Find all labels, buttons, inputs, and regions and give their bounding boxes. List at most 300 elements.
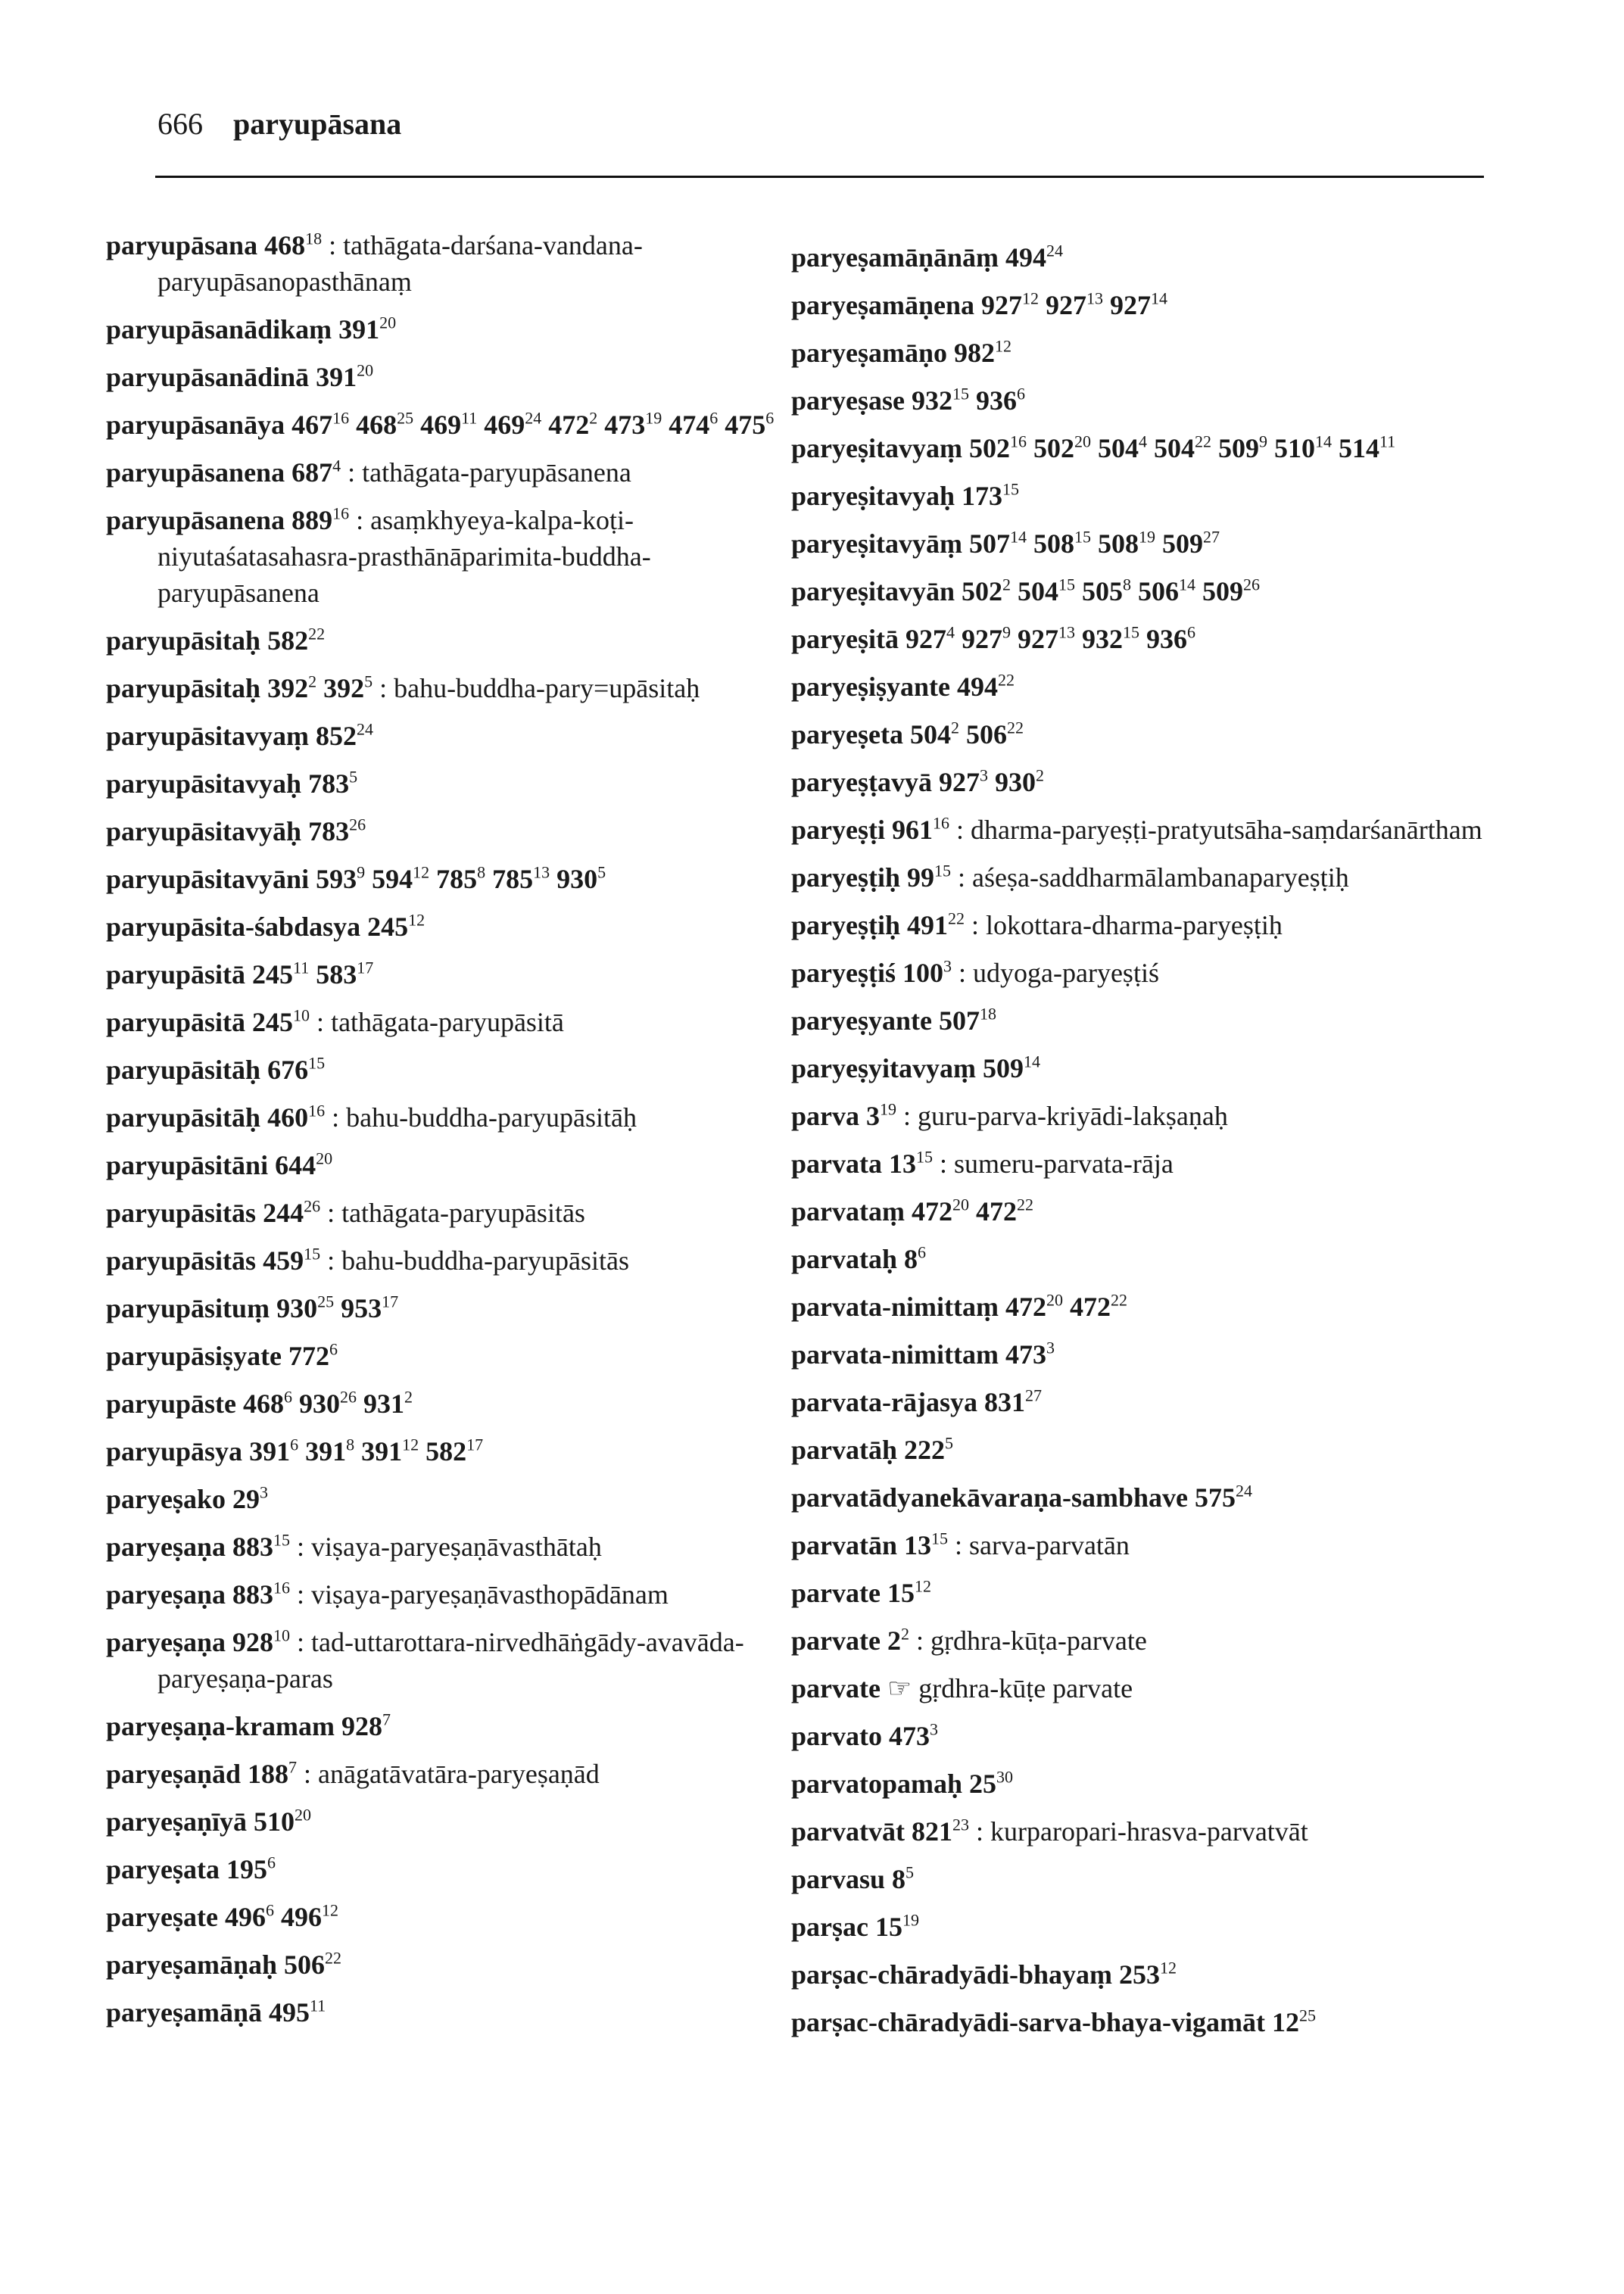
index-entry (106, 359, 810, 395)
page-reference (1218, 433, 1267, 463)
page-number-ref: 222 (904, 1435, 946, 1465)
index-entry (791, 1050, 1495, 1086)
compound-expansion: asaṃkhyeya-kalpa-koṭi-niyutaśatasahasra-prasthānāparimita-buddha-paryupāsanena (157, 505, 651, 608)
page-number-ref: 245 (252, 959, 294, 990)
page-references (984, 1387, 1042, 1417)
headword: paryeṣaṇa (106, 1579, 226, 1610)
page-number-ref: 505 (1082, 576, 1123, 606)
page-reference (316, 864, 365, 894)
page-number-ref: 391 (249, 1436, 291, 1466)
page-number-ref: 392 (323, 673, 365, 703)
page-reference (1046, 290, 1103, 320)
page-reference (308, 816, 366, 846)
page-references (907, 862, 951, 893)
page-reference (269, 1997, 326, 2028)
index-entry (791, 1956, 1495, 1993)
line-number-ref: 11 (293, 958, 310, 977)
page-references (232, 1579, 290, 1610)
headword: parvate (791, 1673, 881, 1703)
page-number-ref: 468 (264, 230, 306, 260)
page-number-ref: 582 (425, 1436, 467, 1466)
page-number-ref: 472 (911, 1196, 952, 1226)
line-number-ref: 20 (316, 1149, 333, 1168)
page-references (254, 1806, 311, 1837)
page-reference (291, 457, 341, 488)
page-number-ref: 928 (232, 1627, 274, 1657)
page-reference (281, 1902, 338, 1932)
headword: paryupāsitās (106, 1245, 257, 1276)
index-entry (106, 1385, 810, 1422)
line-number-ref: 17 (382, 1292, 399, 1311)
page-number-ref: 494 (1005, 242, 1047, 273)
page-references (887, 1578, 931, 1608)
line-number-ref: 24 (1236, 1481, 1253, 1501)
line-number-ref: 15 (273, 1530, 291, 1550)
index-entry (791, 1241, 1495, 1277)
headword: parvata-nimittam (791, 1339, 999, 1370)
index-entry (106, 311, 810, 348)
line-number-ref: 16 (308, 1101, 326, 1121)
page-references (912, 385, 1025, 416)
page-references (269, 1997, 326, 2028)
page-references (1005, 1339, 1055, 1370)
page-reference (969, 433, 1027, 463)
index-entry (106, 1338, 810, 1374)
page-number-ref: 930 (556, 864, 598, 894)
headword: paryeṣamāṇo (791, 338, 947, 368)
compound-expansion: bahu-buddha-paryupāsitās (341, 1245, 629, 1276)
page-reference (912, 1196, 969, 1226)
headword: parvata (791, 1149, 882, 1179)
headword: paryeṣaṇa-kramam (106, 1711, 335, 1741)
page-references (288, 1341, 338, 1371)
index-entry (791, 287, 1495, 323)
page-reference (363, 1389, 413, 1419)
headword: paryeṣiṣyante (791, 672, 950, 702)
page-references (957, 672, 1015, 702)
line-number-ref: 25 (397, 408, 414, 428)
headword: parvataḥ (791, 1244, 898, 1274)
page-reference (1033, 528, 1091, 559)
page-reference (969, 528, 1027, 559)
page-reference (976, 385, 1025, 416)
headword: paryupāsitā (106, 1007, 246, 1037)
index-entry (791, 1622, 1495, 1659)
line-number-ref: 16 (273, 1578, 291, 1597)
page-reference (1272, 2007, 1316, 2037)
headword: paryeṣaṇīyā (106, 1806, 248, 1837)
line-number-ref: 15 (931, 1529, 949, 1548)
separator: : (940, 1149, 948, 1179)
page-number-ref: 931 (363, 1389, 405, 1419)
page-number-ref: 472 (548, 410, 590, 440)
index-entry (106, 1004, 810, 1040)
line-number-ref: 12 (1160, 1958, 1177, 1978)
page-reference (308, 768, 357, 799)
compound-expansion: kurparopari-hrasva-parvatvāt (990, 1816, 1308, 1847)
headword: paryeṣyante (791, 1005, 932, 1036)
left-column (106, 227, 810, 2042)
page-number-ref: 502 (962, 576, 1002, 606)
page-references (939, 767, 1044, 797)
page-references (267, 1102, 325, 1133)
line-number-ref: 2 (900, 1624, 909, 1644)
line-number-ref: 16 (1009, 432, 1027, 451)
page-number-ref: 514 (1338, 433, 1379, 463)
headword: paryupāsya (106, 1436, 243, 1466)
page-reference (305, 1436, 354, 1466)
page-number-ref: 475 (725, 410, 766, 440)
page-number-ref: 495 (269, 1997, 310, 2028)
index-entry (106, 1290, 810, 1326)
line-number-ref: 5 (945, 1433, 954, 1453)
page-reference (252, 959, 309, 990)
line-number-ref: 27 (1024, 1385, 1042, 1405)
page-number-ref: 927 (938, 767, 980, 797)
line-number-ref: 11 (310, 1996, 326, 2015)
page-references (243, 1389, 413, 1419)
page-reference (889, 1149, 933, 1179)
page-references (308, 768, 357, 799)
page-number-ref: 506 (965, 719, 1007, 750)
headword: parvato (791, 1721, 882, 1751)
index-entry (106, 718, 810, 754)
page-number-ref: 473 (1005, 1339, 1046, 1370)
index-entry (106, 813, 810, 849)
line-number-ref: 15 (308, 1053, 326, 1073)
page-reference (1138, 576, 1195, 606)
line-number-ref: 9 (357, 862, 366, 882)
headword: parṣac (791, 1912, 868, 1942)
index-entry (791, 573, 1495, 609)
page-number-ref: 883 (232, 1579, 274, 1610)
page-references (291, 457, 341, 488)
page-reference (887, 1625, 909, 1656)
line-number-ref: 12 (413, 862, 430, 882)
index-entry (791, 1145, 1495, 1182)
separator: : (356, 505, 364, 535)
headword: parvata-nimittaṃ (791, 1292, 999, 1322)
page-reference (248, 1759, 297, 1789)
headword: paryupāsitavyāni (106, 864, 310, 894)
index-entry (791, 621, 1495, 657)
headword: paryeṣaṇād (106, 1759, 242, 1789)
page-number-ref: 506 (284, 1950, 326, 1980)
headword: paryupāsana (106, 230, 258, 260)
line-number-ref: 20 (357, 360, 374, 380)
index-entry (106, 1576, 810, 1613)
page-references (341, 1711, 391, 1741)
index-entry (791, 525, 1495, 562)
index-entry (791, 239, 1495, 276)
page-number-ref: 474 (669, 410, 710, 440)
index-entry (791, 1336, 1495, 1373)
page-references (1195, 1482, 1252, 1513)
compound-expansion: gṛdhra-kūṭe parvate (918, 1673, 1133, 1703)
page-number-ref: 953 (341, 1293, 382, 1323)
line-number-ref: 11 (1379, 432, 1396, 451)
headword: parṣac-chāradyādi-sarva-bhaya-vigamāt (791, 2007, 1265, 2037)
index-entry (106, 407, 810, 443)
page-references (264, 230, 322, 260)
page-reference (226, 1854, 276, 1884)
page-reference (252, 1007, 310, 1037)
headword: paryeṣṭi (791, 815, 885, 845)
page-number-ref: 13 (889, 1149, 916, 1179)
page-number-ref: 504 (909, 719, 951, 750)
page-reference (1119, 1959, 1177, 1990)
page-references (291, 505, 349, 535)
page-reference (254, 1806, 311, 1837)
page-number-ref: 173 (962, 481, 1002, 511)
page-references (316, 362, 373, 392)
page-references (232, 1532, 290, 1562)
headword: paryupāsiṣyate (106, 1341, 282, 1371)
index-entry (106, 1195, 810, 1231)
page-number-ref: 15 (887, 1578, 915, 1608)
page-number-ref: 504 (1153, 433, 1195, 463)
page-number-ref: 936 (975, 385, 1017, 416)
line-number-ref: 6 (265, 1900, 274, 1920)
line-number-ref: 6 (329, 1339, 338, 1359)
headword: paryupāsitās (106, 1198, 257, 1228)
page-reference (548, 410, 597, 440)
index-entry (791, 2004, 1495, 2040)
headword: paryeṣaṇa (106, 1627, 226, 1657)
page-number-ref: 930 (299, 1389, 341, 1419)
page-reference (1154, 433, 1211, 463)
page-references (962, 481, 1019, 511)
page-number-ref: 889 (291, 505, 333, 535)
index-entry (106, 1433, 810, 1470)
index-entry (791, 764, 1495, 800)
page-reference (436, 864, 485, 894)
page-reference (372, 864, 429, 894)
line-number-ref: 2 (589, 408, 598, 428)
line-number-ref: 14 (1009, 527, 1027, 547)
index-entry (106, 1147, 810, 1183)
line-number-ref: 20 (952, 1195, 969, 1214)
page-number-ref: 13 (904, 1530, 932, 1560)
line-number-ref: 16 (332, 408, 350, 428)
headword: paryeṣitā (791, 624, 899, 654)
page-number-ref: 927 (981, 290, 1022, 320)
headword: parvasu (791, 1864, 886, 1894)
line-number-ref: 3 (260, 1482, 269, 1502)
line-number-ref: 12 (1022, 288, 1039, 308)
line-number-ref: 8 (346, 1435, 355, 1454)
page-reference (1005, 242, 1063, 273)
line-number-ref: 15 (1074, 527, 1091, 547)
page-references (906, 624, 1195, 654)
page-references (316, 864, 606, 894)
page-references (866, 1101, 896, 1131)
page-reference (892, 815, 949, 845)
line-number-ref: 12 (321, 1900, 338, 1920)
page-references (308, 816, 366, 846)
page-number-ref: 504 (1018, 576, 1058, 606)
headword: paryupāsanena (106, 457, 285, 488)
page-number-ref: 676 (267, 1055, 309, 1085)
index-entry (791, 335, 1495, 371)
page-reference (904, 1530, 948, 1560)
page-number-ref: 783 (308, 768, 350, 799)
headword: paryeṣamāṇaḥ (106, 1950, 278, 1980)
page-references (1272, 2007, 1316, 2037)
compound-expansion: udyoga-paryeṣṭiś (973, 958, 1159, 988)
headword: parvata-rājasya (791, 1387, 977, 1417)
page-number-ref: 982 (954, 338, 995, 368)
headword: paryeṣyitavyaṃ (791, 1053, 976, 1083)
index-entry (106, 1052, 810, 1088)
headword: paryupāsitavyāḥ (106, 816, 302, 846)
separator: : (316, 1007, 325, 1037)
line-number-ref: 14 (1023, 1052, 1040, 1071)
page-reference (1274, 433, 1332, 463)
line-number-ref: 19 (1138, 527, 1155, 547)
headword: paryeṣeta (791, 719, 903, 750)
page-number-ref: 507 (938, 1005, 980, 1036)
index-entry (106, 1481, 810, 1517)
page-reference (267, 1055, 325, 1085)
page-references (267, 625, 325, 656)
headword: parvatān (791, 1530, 898, 1560)
line-number-ref: 6 (1186, 622, 1195, 642)
page-number-ref: 594 (372, 864, 413, 894)
page-number-ref: 927 (1017, 624, 1058, 654)
line-number-ref: 15 (1122, 622, 1139, 642)
line-number-ref: 17 (466, 1435, 484, 1454)
page-number-ref: 245 (367, 912, 409, 942)
line-number-ref: 3 (943, 956, 952, 976)
headword: parvataṃ (791, 1196, 905, 1226)
page-reference (962, 576, 1011, 606)
page-number-ref: 392 (267, 673, 309, 703)
page-references (892, 815, 949, 845)
compound-expansion: lokottara-dharma-paryeṣṭiḥ (986, 910, 1283, 940)
page-number-ref: 460 (267, 1102, 309, 1133)
page-number-ref: 245 (252, 1007, 294, 1037)
page-reference (492, 864, 550, 894)
page-number-ref: 593 (316, 864, 357, 894)
page-reference (1018, 624, 1075, 654)
line-number-ref: 20 (1046, 1290, 1063, 1310)
headword: paryeṣṭiḥ (791, 862, 900, 893)
index-entry (791, 1002, 1495, 1039)
page-number-ref: 391 (338, 314, 380, 344)
headword: paryupāsitā (106, 959, 246, 990)
index-entry (106, 1946, 810, 1983)
page-number-ref: 496 (224, 1902, 266, 1932)
line-number-ref: 26 (340, 1387, 357, 1407)
page-references (939, 1005, 996, 1036)
page-reference (316, 959, 373, 990)
page-number-ref: 469 (420, 410, 462, 440)
page-number-ref: 582 (267, 625, 309, 656)
line-number-ref: 6 (284, 1387, 293, 1407)
headword: paryupāsanāya (106, 410, 285, 440)
page-references (969, 433, 1395, 463)
line-number-ref: 7 (288, 1757, 298, 1777)
line-number-ref: 5 (597, 862, 606, 882)
index-entry (106, 861, 810, 897)
page-reference (232, 1532, 290, 1562)
headword: paryeṣitavyān (791, 576, 955, 606)
page-reference (1098, 433, 1147, 463)
page-number-ref: 930 (994, 767, 1036, 797)
page-reference (875, 1912, 919, 1942)
headword: paryeṣṭiḥ (791, 910, 900, 940)
page-reference (904, 1435, 953, 1465)
page-references (367, 912, 425, 942)
index-entry (791, 955, 1495, 991)
index-entry (106, 1624, 810, 1697)
page-number-ref: 188 (248, 1759, 289, 1789)
page-reference (983, 1053, 1040, 1083)
page-number-ref: 508 (1033, 528, 1074, 559)
page-number-ref: 509 (1217, 433, 1259, 463)
line-number-ref: 2 (1035, 765, 1044, 785)
line-number-ref: 2 (1002, 575, 1011, 594)
line-number-ref: 9 (1258, 432, 1267, 451)
page-reference (1070, 1292, 1127, 1322)
page-reference (902, 958, 952, 988)
page-number-ref: 472 (1005, 1292, 1046, 1322)
headword: parvatvāt (791, 1816, 905, 1847)
separator: : (327, 1245, 335, 1276)
line-number-ref: 22 (1194, 432, 1211, 451)
page-reference (910, 719, 959, 750)
line-number-ref: 15 (1058, 575, 1075, 594)
page-number-ref: 391 (316, 362, 357, 392)
page-reference (1098, 528, 1155, 559)
page-number-ref: 510 (254, 1806, 295, 1837)
line-number-ref: 30 (996, 1767, 1014, 1787)
page-references (981, 290, 1167, 320)
page-references (232, 1627, 290, 1657)
line-number-ref: 13 (533, 862, 550, 882)
index-entry (791, 1527, 1495, 1563)
page-reference (904, 1244, 926, 1274)
line-number-ref: 2 (308, 672, 317, 691)
page-number-ref: 936 (1146, 624, 1187, 654)
page-reference (1018, 576, 1075, 606)
line-number-ref: 12 (995, 336, 1011, 356)
line-number-ref: 15 (934, 861, 951, 881)
page-reference (976, 1196, 1033, 1226)
page-number-ref: 469 (484, 410, 525, 440)
page-reference (995, 767, 1044, 797)
page-reference (249, 1436, 298, 1466)
compound-expansion: guru-parva-kriyādi-lakṣaṇaḥ (918, 1101, 1228, 1131)
page-references (252, 1007, 310, 1037)
page-number-ref: 496 (280, 1902, 322, 1932)
headword: paryupāsitāḥ (106, 1102, 261, 1133)
page-number-ref: 821 (911, 1816, 952, 1847)
page-references (983, 1053, 1040, 1083)
separator: : (379, 673, 388, 703)
page-number-ref: 491 (907, 910, 948, 940)
headword: paryeṣata (106, 1854, 220, 1884)
line-number-ref: 18 (305, 229, 323, 248)
page-reference (889, 1721, 938, 1751)
compound-expansion: sarva-parvatān (969, 1530, 1130, 1560)
headword: paryupāsanādinā (106, 362, 310, 392)
line-number-ref: 15 (952, 384, 969, 404)
line-number-ref: 6 (765, 408, 775, 428)
headword: parvatādyanekāvaraṇa-sambhave (791, 1482, 1189, 1513)
page-reference (484, 410, 541, 440)
